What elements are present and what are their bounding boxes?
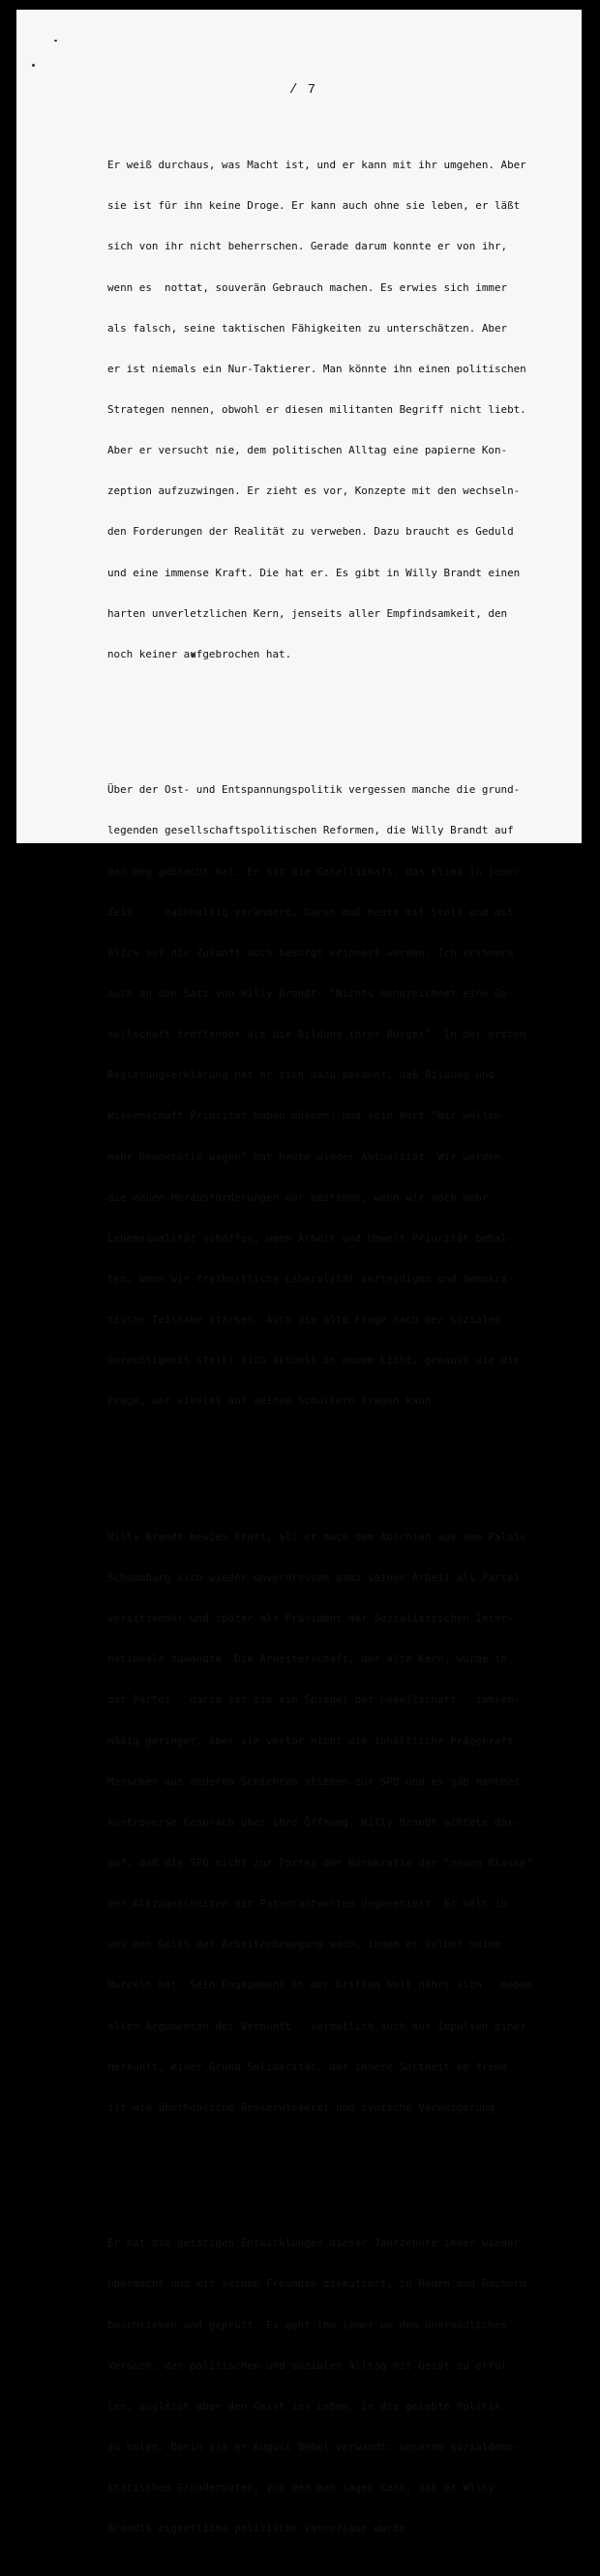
text-line: legenden gesellschaftspolitischen Reformen, die Willy Brandt auf xyxy=(107,824,514,837)
text-line: kratischen Gründervater, von dem man sagen kann, daß er Willy xyxy=(107,2481,495,2495)
text-line: auf, daß die SPD nicht zur Partei der Bürokratie der "neuen Klasse" xyxy=(107,1856,533,1869)
text-line: Aber er versucht nie, dem politischen Alltag eine papierne Kon- xyxy=(107,444,508,457)
text-line: Zeit nachhaltig verändert. Daran muß heute mit Stolz und mit xyxy=(107,905,514,919)
text-line: den Forderungen der Realität zu verweben. Dazu braucht es Geduld xyxy=(107,525,514,539)
paragraph-4 xyxy=(107,2210,582,2562)
text-line: tische Teilhabe stärken. Auch die alte Frage nach der sozialen xyxy=(107,1313,501,1327)
paragraph-1 xyxy=(107,132,582,688)
text-line: Versuch, den politischen und sozialen Alltag mit Geist zu erfül- xyxy=(107,2358,514,2372)
paragraph-2 xyxy=(107,756,582,1435)
paragraph-gap xyxy=(107,716,582,729)
text-line: Strategen nennen, obwohl er diesen militanten Begriff nicht liebt. xyxy=(107,403,526,417)
text-line: der Allzugescheiten mit Patentantworten degeneriert. Er hält in xyxy=(107,1897,508,1911)
text-line: sich von ihr nicht beherrschen. Gerade darum konnte er von ihr, xyxy=(107,240,508,253)
text-line: Wissenschaft Priorität haben müssen. Und sein Wort "Wir wollen xyxy=(107,1109,501,1123)
text-line: Wurzeln hat. Sein Engagement in der Dritten Welt nährt sich - neben xyxy=(107,1978,533,1992)
text-line: auch an den Satz von Willy Brandt: "Nichts kennzeichnet eine Ge- xyxy=(107,987,514,1000)
text-line: überdacht und mit seinen Freunden diskutiert, in Reden und Büchern xyxy=(107,2277,526,2291)
text-line: kontroverse Gespräch über ihre Öffnung. Willy Brandt achtete dar- xyxy=(107,1815,521,1829)
text-line: Er weiß durchaus, was Macht ist, und er kann mit ihr umgehen. Aber xyxy=(107,159,526,172)
text-line: mäßig geringer, aber sie verlor nicht die inhaltliche Prägekraft. xyxy=(107,1734,521,1747)
text-line: sie ist für ihn keine Droge. Er kann auch ohne sie leben, er läßt xyxy=(107,199,521,213)
text-line: und eine immense Kraft. Die hat er. Es gibt in Willy Brandt einen xyxy=(107,566,521,579)
text-line: ist wie überhebliche Besserwisserei und zynische Verweigerung. xyxy=(107,2100,501,2114)
text-line: allen Argumenten der Vernunft - vermutlich auch aus Impulsen einer xyxy=(107,2019,526,2033)
text-line: Menschen aus anderen Schichten stießen zur SPD und es gab manches xyxy=(107,1774,521,1788)
paragraph-gap xyxy=(107,2169,582,2182)
text-line: Brandts eigentliche politische Vaterfigur wurde. xyxy=(107,2522,412,2535)
scan-speck xyxy=(54,40,57,42)
text-line: len, zugleich aber den Geist ins Leben, in die gelebte Politik xyxy=(107,2399,501,2413)
text-line: noch keiner aufgebrochen hat. xyxy=(107,647,292,660)
text-line: uns den Geist der Arbeiterbewegung wach, indem er selber seine xyxy=(107,1938,501,1951)
text-line: der Partei - darin ist sie ein Spiegel der Gesellschaft - zahlen- xyxy=(107,1693,521,1707)
text-line: Lebensqualität schaffen, wenn Arbeit und Umwelt Priorität behal- xyxy=(107,1231,514,1244)
text-line: Regierungserklärung hat er sich dazu bekannt, daß Bildung und xyxy=(107,1068,495,1082)
text-line: als falsch, seine taktischen Fähigkeiten zu unterschätzen. Aber xyxy=(107,321,508,335)
text-line: vorsitzender und später als Präsident der Sozialistischen Inter- xyxy=(107,1612,514,1625)
paragraph-3 xyxy=(107,1504,582,2142)
text-line: mehr Demokratie wagen" hat heute wieder Aktualität. Wir werden xyxy=(107,1150,501,1163)
text-line: Über der Ost- und Entspannungspolitik vergessen manche die grund- xyxy=(107,783,521,797)
text-line: Blick auf die Zukunft auch besorgt erinnert werden. Ich erinnere xyxy=(107,946,514,959)
text-line: Schaumburg sich wieder unverdrossen ganz seiner Arbeit als Partei- xyxy=(107,1570,526,1584)
text-line: sellschaft treffender als die Bildung ihrer Bürger". In der ersten xyxy=(107,1028,526,1041)
text-line: beschrieben und geprüft. Es geht ihm immer um den unermüdlichen xyxy=(107,2318,508,2331)
text-line: wenn es nottat, souverän Gebrauch machen. Es erwies sich immer xyxy=(107,280,508,294)
scan-speck xyxy=(32,64,35,67)
text-line: den Weg gebracht hat. Er hat die Gesellschaft, das Klima in jener xyxy=(107,864,521,878)
document-body xyxy=(107,104,582,2576)
text-line: ten, wenn wir freiheitliche Liberalität verteidigen und demokra- xyxy=(107,1272,514,1285)
text-line: Willy Brandt bewies Kraft, als er nach dem Abschied aus dem Palais xyxy=(107,1530,526,1543)
text-line: Frage, wer wieviel auf seinen Schultern tragen kann. xyxy=(107,1394,437,1408)
page-number: / 7 xyxy=(289,82,317,98)
text-line: zeption aufzuzwingen. Er zieht es vor, Konzepte mit den wechseln- xyxy=(107,484,521,498)
text-line: Gerechtigkeit stellt sich aktuell in neuem Licht, genauso wie die xyxy=(107,1354,521,1367)
text-line: nationale zuwandte. Die Arbeiterschaft, der alte Kern, wurde in xyxy=(107,1653,508,1666)
text-line: Herkunft, einer Grund-Solidarität, der innere Sattheit so fremd xyxy=(107,2060,508,2073)
text-line: Er hat die geistigen Entwicklungen dieser Jahrzehnte immer wieder xyxy=(107,2237,521,2250)
text-line: er ist niemals ein Nur-Taktierer. Man könnte ihn einen politischen xyxy=(107,362,526,375)
text-line: harten unverletzlichen Kern, jenseits aller Empfindsamkeit, den xyxy=(107,606,508,620)
text-line: zu holen. Darin ist er August Bebel verwandt: unserem sozialdemo- xyxy=(107,2440,521,2453)
text-line: die neuen Herausforderungen nur bestehen, wenn wir noch mehr xyxy=(107,1190,489,1204)
paragraph-gap xyxy=(107,1463,582,1477)
